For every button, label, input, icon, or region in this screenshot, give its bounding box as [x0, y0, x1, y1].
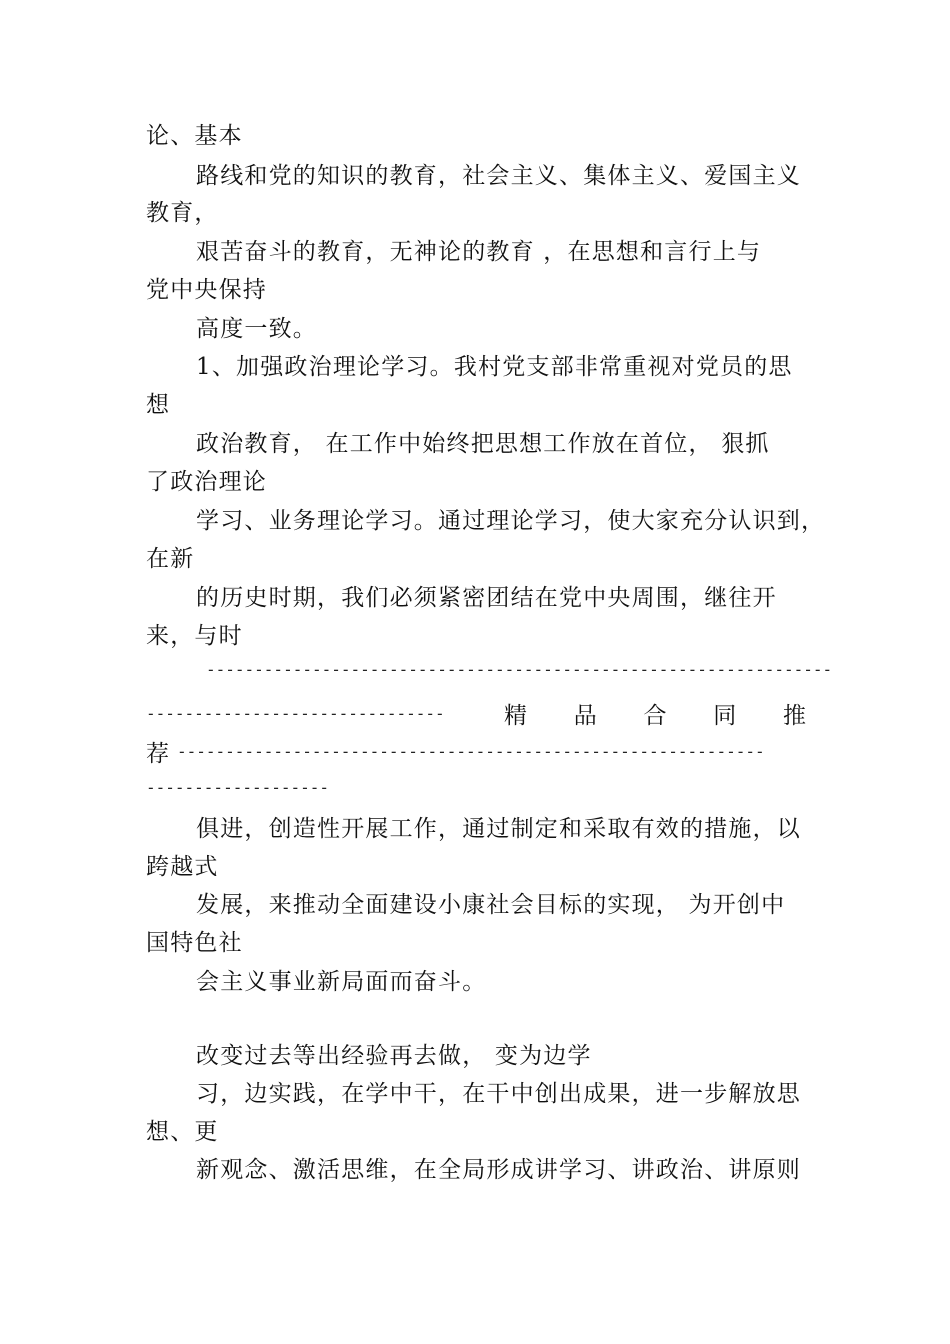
separator-title-char: 精	[504, 702, 527, 729]
text-line: 想	[146, 392, 171, 418]
separator-dashes-after-tail: -------------------------------------------------------------	[177, 741, 765, 761]
text-line: 发展，来推动全面建设小康社会目标的实现， 为开创中	[196, 892, 786, 918]
text-line: 新观念、激活思维，在全局形成讲学习、讲政治、讲原则	[196, 1157, 801, 1183]
text-line: 的历史时期，我们必须紧密团结在党中央周围，继往开	[196, 585, 777, 611]
text-line: 来，与时	[146, 623, 243, 649]
separator-tail-row	[146, 736, 806, 766]
text-line: 路线和党的知识的教育，社会主义、集体主义、爱国主义	[196, 163, 801, 189]
text-line: 习，边实践，在学中干，在干中创出成果，进一步解放思	[196, 1081, 801, 1107]
text-line: 1、加强政治理论学习。我村党支部非常重视对党员的思	[196, 354, 793, 380]
separator-title-tail: 荐	[146, 740, 169, 767]
separator-title-char: 合	[643, 702, 667, 729]
text-line: 论、基本	[146, 123, 243, 149]
separator-title-char: 推	[783, 702, 806, 729]
text-line: 俱进，创造性开展工作，通过制定和采取有效的措施，以	[196, 816, 801, 842]
text-line: 政治教育， 在工作中始终把思想工作放在首位， 狠抓	[196, 431, 770, 457]
text-line: 艰苦奋斗的教育，无神论的教育 ，在思想和言行上与	[196, 239, 762, 265]
text-line: 教育，	[146, 200, 219, 226]
separator-dashes-left: -------------------------------	[146, 703, 445, 723]
text-line: 国特色社	[146, 930, 243, 956]
text-line: 想、更	[146, 1119, 219, 1145]
text-line: 党中央保持	[146, 277, 267, 303]
text-line: 会主义事业新局面而奋斗。	[196, 969, 487, 995]
text-line: 学习、业务理论学习。通过理论学习，使大家充分认识到，	[196, 508, 826, 534]
separator-title	[504, 697, 806, 730]
separator-dashes-bottom: -------------------	[146, 778, 330, 797]
separator-title-char: 同	[713, 702, 737, 729]
text-line: 改变过去等出经验再去做， 变为边学	[196, 1043, 592, 1069]
separator-title-row	[146, 698, 806, 728]
text-line: 高度一致。	[196, 316, 317, 342]
separator-dashes-top: -----------------------------------------------------------------	[206, 660, 833, 679]
text-line: 在新	[146, 546, 195, 572]
text-line: 了政治理论	[146, 469, 267, 495]
text-line: 跨越式	[146, 854, 219, 880]
separator-title-char: 品	[573, 702, 597, 729]
